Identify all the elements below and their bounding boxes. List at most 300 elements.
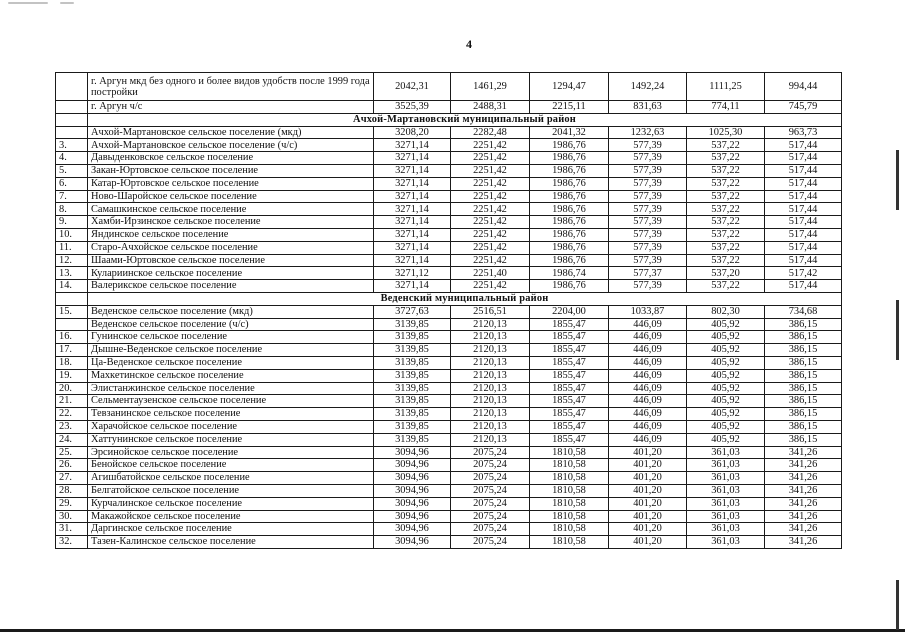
value-cell: 517,44: [765, 241, 842, 254]
value-cell: 2120,13: [451, 420, 530, 433]
value-cell: 386,15: [765, 382, 842, 395]
value-cell: 1855,47: [530, 331, 609, 344]
value-cell: 1986,76: [530, 254, 609, 267]
value-cell: 3271,14: [374, 177, 451, 190]
row-number-cell: [56, 292, 88, 305]
row-number-cell: 32.: [56, 536, 88, 549]
value-cell: 3525,39: [374, 101, 451, 114]
row-number-cell: 6.: [56, 177, 88, 190]
scan-smudge: [60, 2, 74, 4]
settlement-name-cell: Гунинское сельское поселение: [88, 331, 374, 344]
value-cell: 2251,40: [451, 267, 530, 280]
settlement-name-cell: Веденское сельское поселение (ч/с): [88, 318, 374, 331]
table-row: [56, 382, 842, 395]
value-cell: 577,39: [609, 241, 687, 254]
row-number-cell: [56, 73, 88, 101]
value-cell: 401,20: [609, 497, 687, 510]
table-row: [56, 433, 842, 446]
value-cell: 1033,87: [609, 305, 687, 318]
value-cell: 1986,76: [530, 241, 609, 254]
value-cell: 577,39: [609, 228, 687, 241]
row-number-cell: 27.: [56, 472, 88, 485]
value-cell: 3271,14: [374, 228, 451, 241]
value-cell: 517,44: [765, 228, 842, 241]
value-cell: 2120,13: [451, 395, 530, 408]
settlement-name-cell: г. Аргун ч/с: [88, 101, 374, 114]
row-number-cell: 29.: [56, 497, 88, 510]
settlement-name-cell: Закан-Юртовское сельское поселение: [88, 164, 374, 177]
row-number-cell: 11.: [56, 241, 88, 254]
table-row: [56, 472, 842, 485]
row-number-cell: 8.: [56, 203, 88, 216]
settlement-name-cell: Бенойское сельское поселение: [88, 459, 374, 472]
value-cell: 2120,13: [451, 382, 530, 395]
value-cell: 3094,96: [374, 523, 451, 536]
settlement-name-cell: Махкетинское сельское поселение: [88, 369, 374, 382]
value-cell: 1810,58: [530, 497, 609, 510]
value-cell: 3139,85: [374, 433, 451, 446]
value-cell: 577,39: [609, 190, 687, 203]
row-number-cell: 10.: [56, 228, 88, 241]
settlement-name-cell: Кулариинское сельское поселение: [88, 267, 374, 280]
settlement-name-cell: Эрсинойское сельское поселение: [88, 446, 374, 459]
value-cell: 3139,85: [374, 356, 451, 369]
settlement-name-cell: Даргинское сельское поселение: [88, 523, 374, 536]
settlement-name-cell: Хаттунинское сельское поселение: [88, 433, 374, 446]
value-cell: 341,26: [765, 459, 842, 472]
value-cell: 3271,14: [374, 203, 451, 216]
value-cell: 3139,85: [374, 318, 451, 331]
value-cell: 2120,13: [451, 318, 530, 331]
settlement-name-cell: Веденское сельское поселение (мкд): [88, 305, 374, 318]
value-cell: 1855,47: [530, 318, 609, 331]
row-number-cell: 24.: [56, 433, 88, 446]
value-cell: 1025,30: [687, 126, 765, 139]
settlement-name-cell: Шаами-Юртовское сельское поселение: [88, 254, 374, 267]
value-cell: 577,39: [609, 177, 687, 190]
value-cell: 361,03: [687, 446, 765, 459]
value-cell: 341,26: [765, 510, 842, 523]
value-cell: 361,03: [687, 459, 765, 472]
value-cell: 577,39: [609, 164, 687, 177]
value-cell: 2251,42: [451, 177, 530, 190]
value-cell: 3094,96: [374, 472, 451, 485]
value-cell: 3727,63: [374, 305, 451, 318]
value-cell: 1810,58: [530, 459, 609, 472]
settlement-name-cell: Ца-Веденское сельское поселение: [88, 356, 374, 369]
table-row: [56, 369, 842, 382]
value-cell: 2282,48: [451, 126, 530, 139]
table-body: [56, 73, 842, 549]
value-cell: 2075,24: [451, 510, 530, 523]
value-cell: 401,20: [609, 472, 687, 485]
value-cell: 401,20: [609, 446, 687, 459]
value-cell: 3271,14: [374, 139, 451, 152]
row-number-cell: 5.: [56, 164, 88, 177]
table-row: [56, 446, 842, 459]
value-cell: 405,92: [687, 344, 765, 357]
settlement-name-cell: Харачойское сельское поселение: [88, 420, 374, 433]
row-number-cell: 26.: [56, 459, 88, 472]
value-cell: 3271,14: [374, 190, 451, 203]
value-cell: 1810,58: [530, 484, 609, 497]
value-cell: 577,39: [609, 254, 687, 267]
value-cell: 517,44: [765, 190, 842, 203]
table-row: [56, 420, 842, 433]
value-cell: 1810,58: [530, 472, 609, 485]
value-cell: 2042,31: [374, 73, 451, 101]
value-cell: 2251,42: [451, 139, 530, 152]
value-cell: 963,73: [765, 126, 842, 139]
value-cell: 1855,47: [530, 395, 609, 408]
value-cell: 2251,42: [451, 216, 530, 229]
row-number-cell: 17.: [56, 344, 88, 357]
value-cell: 1986,76: [530, 216, 609, 229]
table-row: [56, 523, 842, 536]
table-row: [56, 216, 842, 229]
value-cell: 537,22: [687, 216, 765, 229]
value-cell: 341,26: [765, 446, 842, 459]
value-cell: 446,09: [609, 433, 687, 446]
value-cell: 734,68: [765, 305, 842, 318]
table-row: [56, 395, 842, 408]
table-row: [56, 344, 842, 357]
value-cell: 1986,76: [530, 177, 609, 190]
value-cell: 401,20: [609, 459, 687, 472]
value-cell: 3271,14: [374, 254, 451, 267]
table-row: [56, 267, 842, 280]
value-cell: 517,44: [765, 254, 842, 267]
value-cell: 2251,42: [451, 190, 530, 203]
tariff-table: [55, 72, 842, 549]
value-cell: 1986,76: [530, 190, 609, 203]
settlement-name-cell: Макажойское сельское поселение: [88, 510, 374, 523]
value-cell: 341,26: [765, 472, 842, 485]
value-cell: 361,03: [687, 536, 765, 549]
settlement-name-cell: Дышне-Веденское сельское поселение: [88, 344, 374, 357]
value-cell: 401,20: [609, 523, 687, 536]
row-number-cell: 30.: [56, 510, 88, 523]
value-cell: 517,42: [765, 267, 842, 280]
section-title: Веденский муниципальный район: [88, 292, 842, 305]
table-row: [56, 497, 842, 510]
row-number-cell: 18.: [56, 356, 88, 369]
settlement-name-cell: Сельментаузенское сельское поселение: [88, 395, 374, 408]
value-cell: 386,15: [765, 318, 842, 331]
value-cell: 517,44: [765, 280, 842, 293]
settlement-name-cell: Курчалинское сельское поселение: [88, 497, 374, 510]
table-row: [56, 484, 842, 497]
value-cell: 2251,42: [451, 203, 530, 216]
scan-smudge: [8, 2, 48, 4]
value-cell: 446,09: [609, 356, 687, 369]
value-cell: 1986,76: [530, 280, 609, 293]
value-cell: 405,92: [687, 395, 765, 408]
row-number-cell: 22.: [56, 408, 88, 421]
table-row: [56, 177, 842, 190]
value-cell: 1855,47: [530, 382, 609, 395]
value-cell: 2075,24: [451, 459, 530, 472]
settlement-name-cell: Элистанжинское сельское поселение: [88, 382, 374, 395]
row-number-cell: 3.: [56, 139, 88, 152]
value-cell: 446,09: [609, 369, 687, 382]
table-row: [56, 164, 842, 177]
value-cell: 1294,47: [530, 73, 609, 101]
value-cell: 537,20: [687, 267, 765, 280]
table-row: [56, 241, 842, 254]
value-cell: 537,22: [687, 152, 765, 165]
value-cell: 386,15: [765, 420, 842, 433]
settlement-name-cell: Белгатойское сельское поселение: [88, 484, 374, 497]
value-cell: 3094,96: [374, 446, 451, 459]
value-cell: 341,26: [765, 484, 842, 497]
value-cell: 386,15: [765, 395, 842, 408]
value-cell: 3094,96: [374, 510, 451, 523]
value-cell: 3271,14: [374, 280, 451, 293]
value-cell: 1855,47: [530, 408, 609, 421]
value-cell: 405,92: [687, 420, 765, 433]
row-number-cell: 9.: [56, 216, 88, 229]
scan-edge-mark: [896, 580, 899, 630]
value-cell: 2488,31: [451, 101, 530, 114]
value-cell: 2215,11: [530, 101, 609, 114]
value-cell: 577,39: [609, 139, 687, 152]
value-cell: 517,44: [765, 177, 842, 190]
value-cell: 446,09: [609, 331, 687, 344]
value-cell: 2120,13: [451, 369, 530, 382]
value-cell: 745,79: [765, 101, 842, 114]
row-number-cell: 13.: [56, 267, 88, 280]
section-title: Ачхой-Мартановский муниципальный район: [88, 113, 842, 126]
value-cell: 3139,85: [374, 331, 451, 344]
value-cell: 1855,47: [530, 420, 609, 433]
value-cell: 517,44: [765, 203, 842, 216]
value-cell: 3094,96: [374, 459, 451, 472]
value-cell: 405,92: [687, 331, 765, 344]
table-row: [56, 228, 842, 241]
value-cell: 2516,51: [451, 305, 530, 318]
value-cell: 537,22: [687, 241, 765, 254]
section-header-row: [56, 292, 842, 305]
scan-edge-mark: [896, 150, 899, 210]
row-number-cell: 20.: [56, 382, 88, 395]
row-number-cell: 4.: [56, 152, 88, 165]
value-cell: 386,15: [765, 344, 842, 357]
value-cell: 401,20: [609, 536, 687, 549]
settlement-name-cell: Ново-Шаройское сельское поселение: [88, 190, 374, 203]
value-cell: 386,15: [765, 331, 842, 344]
table-row: [56, 73, 842, 101]
value-cell: 3139,85: [374, 344, 451, 357]
settlement-name-cell: Давыденковское сельское поселение: [88, 152, 374, 165]
value-cell: 1855,47: [530, 344, 609, 357]
value-cell: 1810,58: [530, 510, 609, 523]
value-cell: 1855,47: [530, 356, 609, 369]
table-row: [56, 459, 842, 472]
value-cell: 3139,85: [374, 408, 451, 421]
value-cell: 405,92: [687, 408, 765, 421]
value-cell: 577,39: [609, 216, 687, 229]
row-number-cell: [56, 101, 88, 114]
value-cell: 401,20: [609, 510, 687, 523]
settlement-name-cell: Хамби-Ирзинское сельское поселение: [88, 216, 374, 229]
value-cell: 2251,42: [451, 164, 530, 177]
value-cell: 2204,00: [530, 305, 609, 318]
value-cell: 386,15: [765, 433, 842, 446]
value-cell: 1492,24: [609, 73, 687, 101]
row-number-cell: 7.: [56, 190, 88, 203]
row-number-cell: 19.: [56, 369, 88, 382]
row-number-cell: 31.: [56, 523, 88, 536]
value-cell: 341,26: [765, 536, 842, 549]
row-number-cell: 16.: [56, 331, 88, 344]
value-cell: 517,44: [765, 164, 842, 177]
table-row: [56, 126, 842, 139]
value-cell: 517,44: [765, 216, 842, 229]
value-cell: 1810,58: [530, 446, 609, 459]
value-cell: 2075,24: [451, 536, 530, 549]
value-cell: 361,03: [687, 472, 765, 485]
value-cell: 2075,24: [451, 523, 530, 536]
value-cell: 537,22: [687, 203, 765, 216]
value-cell: 1986,76: [530, 228, 609, 241]
value-cell: 3139,85: [374, 382, 451, 395]
value-cell: 2075,24: [451, 472, 530, 485]
value-cell: 2120,13: [451, 344, 530, 357]
value-cell: 2120,13: [451, 331, 530, 344]
value-cell: 3208,20: [374, 126, 451, 139]
value-cell: 537,22: [687, 164, 765, 177]
value-cell: 1986,76: [530, 203, 609, 216]
value-cell: 537,22: [687, 228, 765, 241]
value-cell: 1986,76: [530, 139, 609, 152]
settlement-name-cell: Ачхой-Мартановское сельское поселение (мкд): [88, 126, 374, 139]
settlement-name-cell: Тазен-Калинское сельское поселение: [88, 536, 374, 549]
value-cell: 3094,96: [374, 484, 451, 497]
value-cell: 386,15: [765, 408, 842, 421]
value-cell: 1986,76: [530, 152, 609, 165]
value-cell: 1986,76: [530, 164, 609, 177]
value-cell: 517,44: [765, 152, 842, 165]
value-cell: 1810,58: [530, 523, 609, 536]
table-row: [56, 318, 842, 331]
value-cell: 3139,85: [374, 395, 451, 408]
value-cell: 3271,14: [374, 164, 451, 177]
scan-edge-mark: [896, 300, 899, 360]
value-cell: 2251,42: [451, 280, 530, 293]
value-cell: 3271,12: [374, 267, 451, 280]
table-row: [56, 190, 842, 203]
value-cell: 405,92: [687, 318, 765, 331]
value-cell: 405,92: [687, 382, 765, 395]
value-cell: 2251,42: [451, 254, 530, 267]
value-cell: 3094,96: [374, 497, 451, 510]
table-row: [56, 139, 842, 152]
row-number-cell: [56, 113, 88, 126]
row-number-cell: [56, 126, 88, 139]
value-cell: 361,03: [687, 497, 765, 510]
value-cell: 3094,96: [374, 536, 451, 549]
value-cell: 341,26: [765, 523, 842, 536]
value-cell: 577,39: [609, 280, 687, 293]
value-cell: 3139,85: [374, 369, 451, 382]
value-cell: 2120,13: [451, 433, 530, 446]
table-row: [56, 408, 842, 421]
value-cell: 2075,24: [451, 446, 530, 459]
value-cell: 577,39: [609, 203, 687, 216]
value-cell: 361,03: [687, 510, 765, 523]
table-row: [56, 203, 842, 216]
value-cell: 2251,42: [451, 241, 530, 254]
value-cell: 446,09: [609, 318, 687, 331]
table-row: [56, 101, 842, 114]
value-cell: 994,44: [765, 73, 842, 101]
table-row: [56, 280, 842, 293]
value-cell: 537,22: [687, 254, 765, 267]
value-cell: 386,15: [765, 369, 842, 382]
value-cell: 537,22: [687, 280, 765, 293]
value-cell: 3271,14: [374, 152, 451, 165]
value-cell: 517,44: [765, 139, 842, 152]
value-cell: 3271,14: [374, 241, 451, 254]
value-cell: 577,37: [609, 267, 687, 280]
value-cell: 1855,47: [530, 433, 609, 446]
table-row: [56, 331, 842, 344]
value-cell: 405,92: [687, 369, 765, 382]
value-cell: 2075,24: [451, 497, 530, 510]
table-row: [56, 305, 842, 318]
table-row: [56, 510, 842, 523]
value-cell: 2075,24: [451, 484, 530, 497]
settlement-name-cell: Ачхой-Мартановское сельское поселение (ч/с): [88, 139, 374, 152]
value-cell: 537,22: [687, 177, 765, 190]
value-cell: 361,03: [687, 484, 765, 497]
table-row: [56, 536, 842, 549]
value-cell: 405,92: [687, 356, 765, 369]
value-cell: 2251,42: [451, 152, 530, 165]
row-number-cell: 21.: [56, 395, 88, 408]
settlement-name-cell: г. Аргун мкд без одного и более видов удобств после 1999 года постройки: [88, 73, 374, 101]
row-number-cell: 14.: [56, 280, 88, 293]
settlement-name-cell: Самашкинское сельское поселение: [88, 203, 374, 216]
value-cell: 446,09: [609, 395, 687, 408]
value-cell: 446,09: [609, 408, 687, 421]
settlement-name-cell: Валерикское сельское поселение: [88, 280, 374, 293]
value-cell: 802,30: [687, 305, 765, 318]
table-row: [56, 152, 842, 165]
row-number-cell: 28.: [56, 484, 88, 497]
row-number-cell: 12.: [56, 254, 88, 267]
value-cell: 2041,32: [530, 126, 609, 139]
value-cell: 2120,13: [451, 356, 530, 369]
value-cell: 1461,29: [451, 73, 530, 101]
table-row: [56, 356, 842, 369]
value-cell: 446,09: [609, 344, 687, 357]
value-cell: 3139,85: [374, 420, 451, 433]
scan-edge-shadow: [0, 629, 905, 632]
row-number-cell: 25.: [56, 446, 88, 459]
value-cell: 2251,42: [451, 228, 530, 241]
value-cell: 1986,74: [530, 267, 609, 280]
value-cell: 2120,13: [451, 408, 530, 421]
row-number-cell: 23.: [56, 420, 88, 433]
table-row: [56, 254, 842, 267]
section-header-row: [56, 113, 842, 126]
page-number: 4: [466, 37, 472, 51]
value-cell: 537,22: [687, 190, 765, 203]
value-cell: 1111,25: [687, 73, 765, 101]
row-number-cell: [56, 318, 88, 331]
